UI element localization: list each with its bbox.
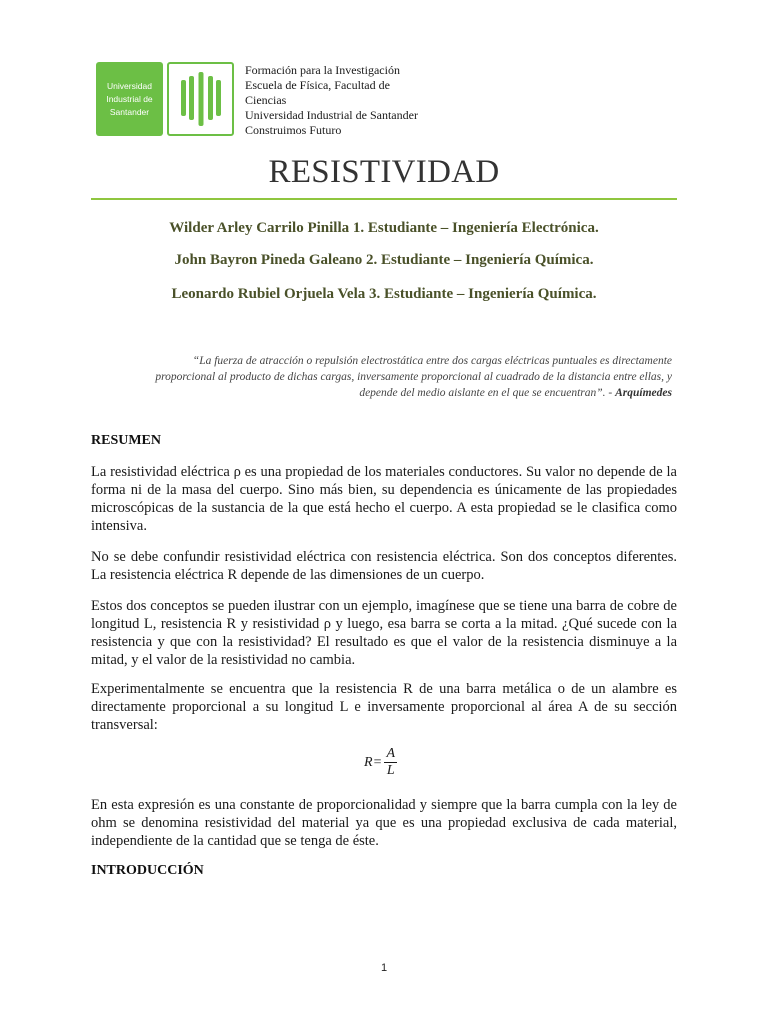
logo-line-3: Santander: [109, 106, 150, 117]
info-line: Construimos Futuro: [245, 123, 342, 137]
author-line: Leonardo Rubiel Orjuela Vela 3. Estudiante – Ingeniería Química.: [171, 286, 597, 302]
formula-fraction: [384, 746, 397, 779]
page-number: 1: [380, 962, 388, 974]
paragraph: Estos dos conceptos se pueden ilustrar con un ejemplo, imagínese que se tiene una barra de cobre de longitud L, resistencia R y resistividad ρ y luego, esa barra se corta a la mitad. ¿Qué sucede con la resistencia y que con la resistividad? El resultado es que el valor de la resistencia disminuye a la mitad, y el valor de la resistividad no cambia.: [91, 598, 677, 668]
formula-equals: =: [373, 754, 382, 770]
formula-numerator: A: [386, 746, 396, 761]
info-line: Ciencias: [245, 93, 287, 107]
section-heading-introduccion: INTRODUCCIÓN: [91, 863, 204, 878]
logo-line-2: Industrial de: [106, 93, 153, 104]
epigraph-quote: [96, 353, 672, 401]
epigraph-line-last: [96, 385, 672, 401]
author-line: Wilder Arley Carrilo Pinilla 1. Estudiante – Ingeniería Electrónica.: [169, 220, 599, 236]
logo-line-1: Universidad: [107, 80, 152, 91]
institution-info: [245, 63, 505, 138]
resistance-formula: [364, 746, 397, 779]
paragraph: No se debe confundir resistividad eléctrica con resistencia eléctrica. Son dos conceptos diferentes. La resistencia eléctrica R depende de las dimensiones de un cuerpo.: [91, 549, 677, 583]
section-heading-resumen: RESUMEN: [91, 433, 162, 448]
epigraph-line: proporcional al producto de dichas cargas, inversamente proporcional al cuadrado de la distancia entre ellas, y: [155, 371, 672, 383]
paragraph: En esta expresión es una constante de proporcionalidad y siempre que la barra cumpla con la ley de ohm se denomina resistividad del material ya que es una propiedad exclusiva de cada material, independiente de la cantidad que se tenga de éste.: [91, 797, 677, 849]
formula-lhs: R: [364, 754, 373, 770]
university-logo-text: [96, 62, 163, 136]
paragraph: La resistividad eléctrica ρ es una propiedad de los materiales conductores. Su valor no depende de la forma ni de la masa del cuerpo. Sino más bien, su dependencia es únicamente de las propiedades microscópicas de la sustancia de la que está hecho el cuerpo. A esta propiedad se le clasifica como intensiva.: [91, 464, 677, 534]
title-divider: [91, 198, 677, 200]
author-line: John Bayron Pineda Galeano 2. Estudiante – Ingeniería Química.: [174, 252, 594, 268]
formula-denominator: L: [386, 763, 395, 778]
uis-logo-icon: [179, 70, 223, 128]
epigraph-line: depende del medio aislante en el que se encuentran”. -: [359, 387, 613, 399]
paragraph: Experimentalmente se encuentra que la resistencia R de una barra metálica o de un alambre es directamente proporcional a su longitud L e inversamente proporcional al área A de su sección transversal:: [91, 681, 677, 733]
info-line: Escuela de Física, Facultad de: [245, 78, 390, 92]
document-title: RESISTIVIDAD: [268, 154, 500, 190]
info-line: Universidad Industrial de Santander: [245, 108, 418, 122]
uis-logo-mark: [167, 62, 234, 136]
epigraph-author: Arquímedes: [615, 387, 672, 399]
epigraph-line: “La fuerza de atracción o repulsión electrostática entre dos cargas eléctricas puntuales es directamente: [192, 355, 672, 367]
info-line: Formación para la Investigación: [245, 63, 400, 77]
